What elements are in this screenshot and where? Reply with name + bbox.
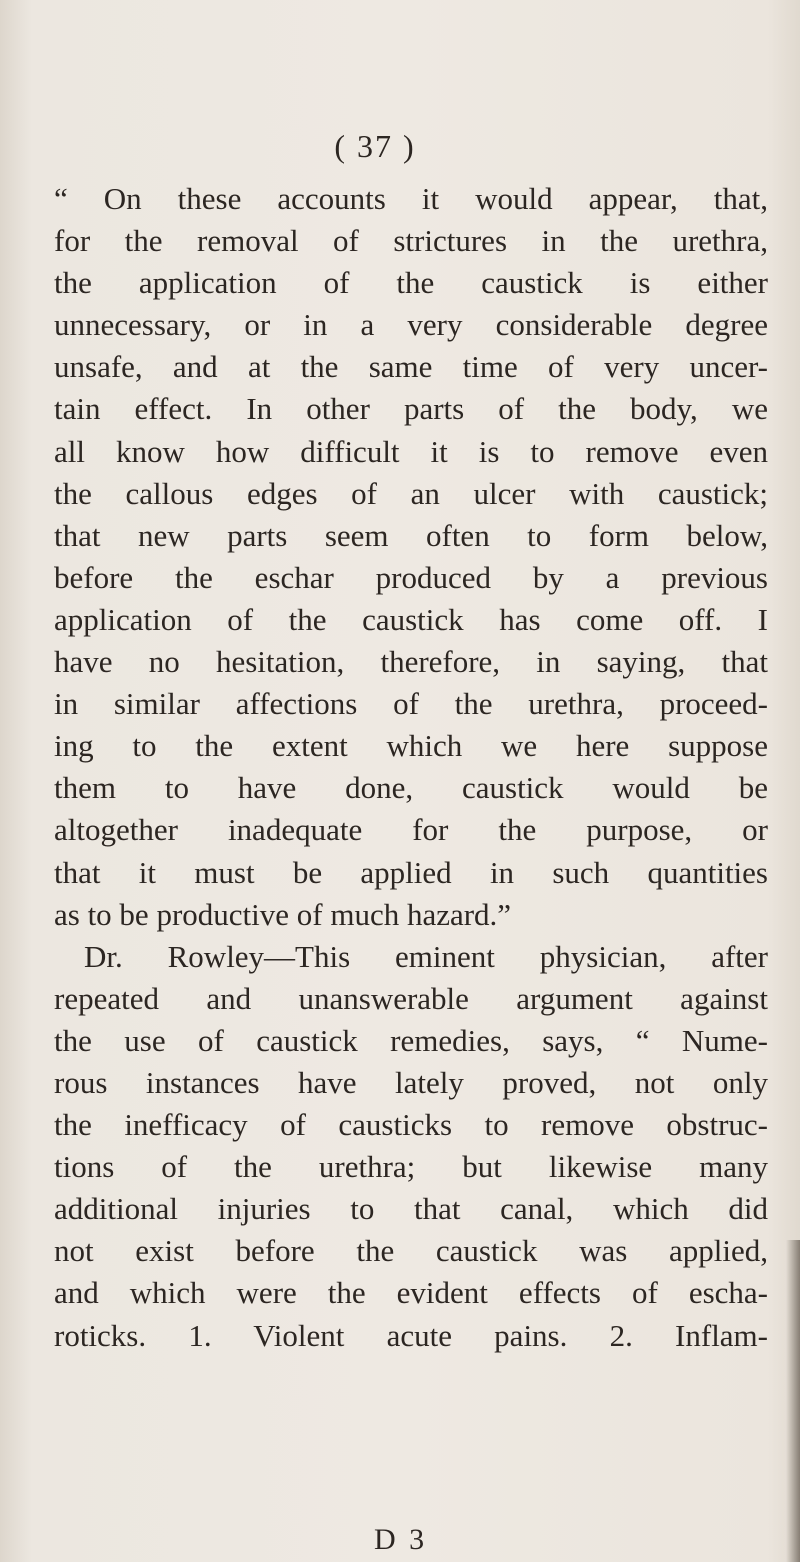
text-line: all know how difficult it is to remove even (54, 433, 768, 469)
body-text (54, 178, 768, 1357)
text-line: ing to the extent which we here suppose (54, 728, 768, 764)
text-line: additional injuries to that canal, which did (54, 1191, 768, 1227)
text-line: the use of caustick remedies, says, “ Nume- (54, 1022, 768, 1058)
text-line: them to have done, caustick would be (54, 770, 768, 806)
text-line: altogether inadequate for the purpose, or (54, 812, 768, 848)
text-line: unnecessary, or in a very considerable degree (54, 307, 768, 343)
text-line: have no hesitation, therefore, in saying, that (54, 644, 768, 680)
text-line: tions of the urethra; but likewise many (54, 1149, 768, 1185)
text-line: rous instances have lately proved, not only (54, 1064, 768, 1100)
text-line: the callous edges of an ulcer with caustick; (54, 475, 768, 511)
text-line: “ On these accounts it would appear, that, (54, 181, 768, 216)
text-line: roticks. 1. Violent acute pains. 2. Inflam- (54, 1317, 768, 1353)
text-line: in similar affections of the urethra, proceed- (54, 686, 768, 722)
text-line: tain effect. In other parts of the body, we (54, 391, 768, 427)
text-line: not exist before the caustick was applied, (54, 1233, 768, 1269)
text-line: the application of the caustick is either (54, 265, 768, 301)
text-line: application of the caustick has come off. I (54, 601, 768, 637)
text-line: that it must be applied in such quantities (54, 854, 768, 890)
text-line: as to be productive of much hazard.” (54, 896, 512, 932)
page-edge-shadow (786, 1240, 800, 1562)
text-line: for the removal of strictures in the urethra, (54, 223, 768, 259)
text-line: and which were the evident effects of escha- (54, 1275, 768, 1311)
text-line: before the eschar produced by a previous (54, 559, 768, 595)
text-line: the inefficacy of causticks to remove obstruc- (54, 1107, 768, 1143)
page-number: ( 37 ) (334, 128, 416, 164)
text-line: repeated and unanswerable argument against (54, 980, 768, 1016)
signature-mark: D 3 (374, 1523, 428, 1556)
text-line: that new parts seem often to form below, (54, 517, 768, 553)
text-line: unsafe, and at the same time of very uncer- (54, 349, 768, 385)
text-line: Dr. Rowley—This eminent physician, after (84, 938, 768, 974)
